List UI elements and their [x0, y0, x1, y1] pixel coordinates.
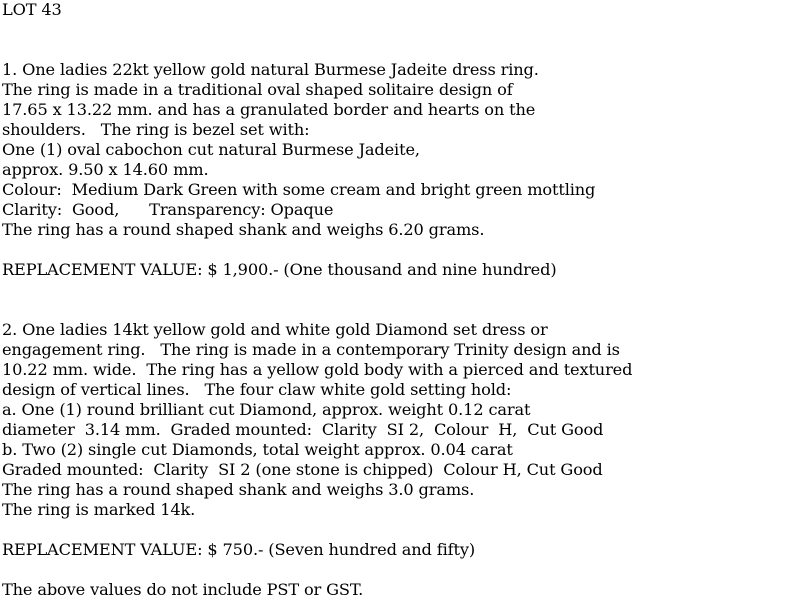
item-1-line: shoulders. The ring is bezel set with:: [2, 120, 310, 139]
item-1-line: The ring has a round shaped shank and weighs 6.20 grams.: [2, 220, 485, 239]
item-1-replacement-value: REPLACEMENT VALUE: $ 1,900.- (One thousand and nine hundred): [2, 260, 557, 279]
item-1-line: approx. 9.50 x 14.60 mm.: [2, 160, 209, 179]
item-1-line: One (1) oval cabochon cut natural Burmese Jadeite,: [2, 140, 420, 159]
item-1-line: The ring is made in a traditional oval shaped solitaire design of: [2, 80, 513, 99]
item-2-line: engagement ring. The ring is made in a contemporary Trinity design and is: [2, 340, 620, 359]
item-2-line: diameter 3.14 mm. Graded mounted: Clarity SI 2, Colour H, Cut Good: [2, 420, 604, 439]
item-2-line: b. Two (2) single cut Diamonds, total weight approx. 0.04 carat: [2, 440, 513, 459]
item-1-line: Clarity: Good, Transparency: Opaque: [2, 200, 334, 219]
item-2-line: a. One (1) round brilliant cut Diamond, approx. weight 0.12 carat: [2, 400, 531, 419]
item-2-replacement-value: REPLACEMENT VALUE: $ 750.- (Seven hundred and fifty): [2, 540, 475, 559]
item-2-line: Graded mounted: Clarity SI 2 (one stone is chipped) Colour H, Cut Good: [2, 460, 603, 479]
item-2-line: The ring is marked 14k.: [2, 500, 196, 519]
item-2-line: design of vertical lines. The four claw white gold setting hold:: [2, 380, 512, 399]
item-2-line: The ring has a round shaped shank and weighs 3.0 grams.: [2, 480, 475, 499]
lot-title: LOT 43: [2, 0, 62, 19]
item-1-line: 1. One ladies 22kt yellow gold natural Burmese Jadeite dress ring.: [2, 60, 539, 79]
item-2-line: 2. One ladies 14kt yellow gold and white gold Diamond set dress or: [2, 320, 548, 339]
item-2-line: 10.22 mm. wide. The ring has a yellow gold body with a pierced and textured: [2, 360, 633, 379]
item-1-line: Colour: Medium Dark Green with some cream and bright green mottling: [2, 180, 596, 199]
item-1-line: 17.65 x 13.22 mm. and has a granulated border and hearts on the: [2, 100, 536, 119]
footer-note: The above values do not include PST or GST.: [2, 580, 364, 599]
